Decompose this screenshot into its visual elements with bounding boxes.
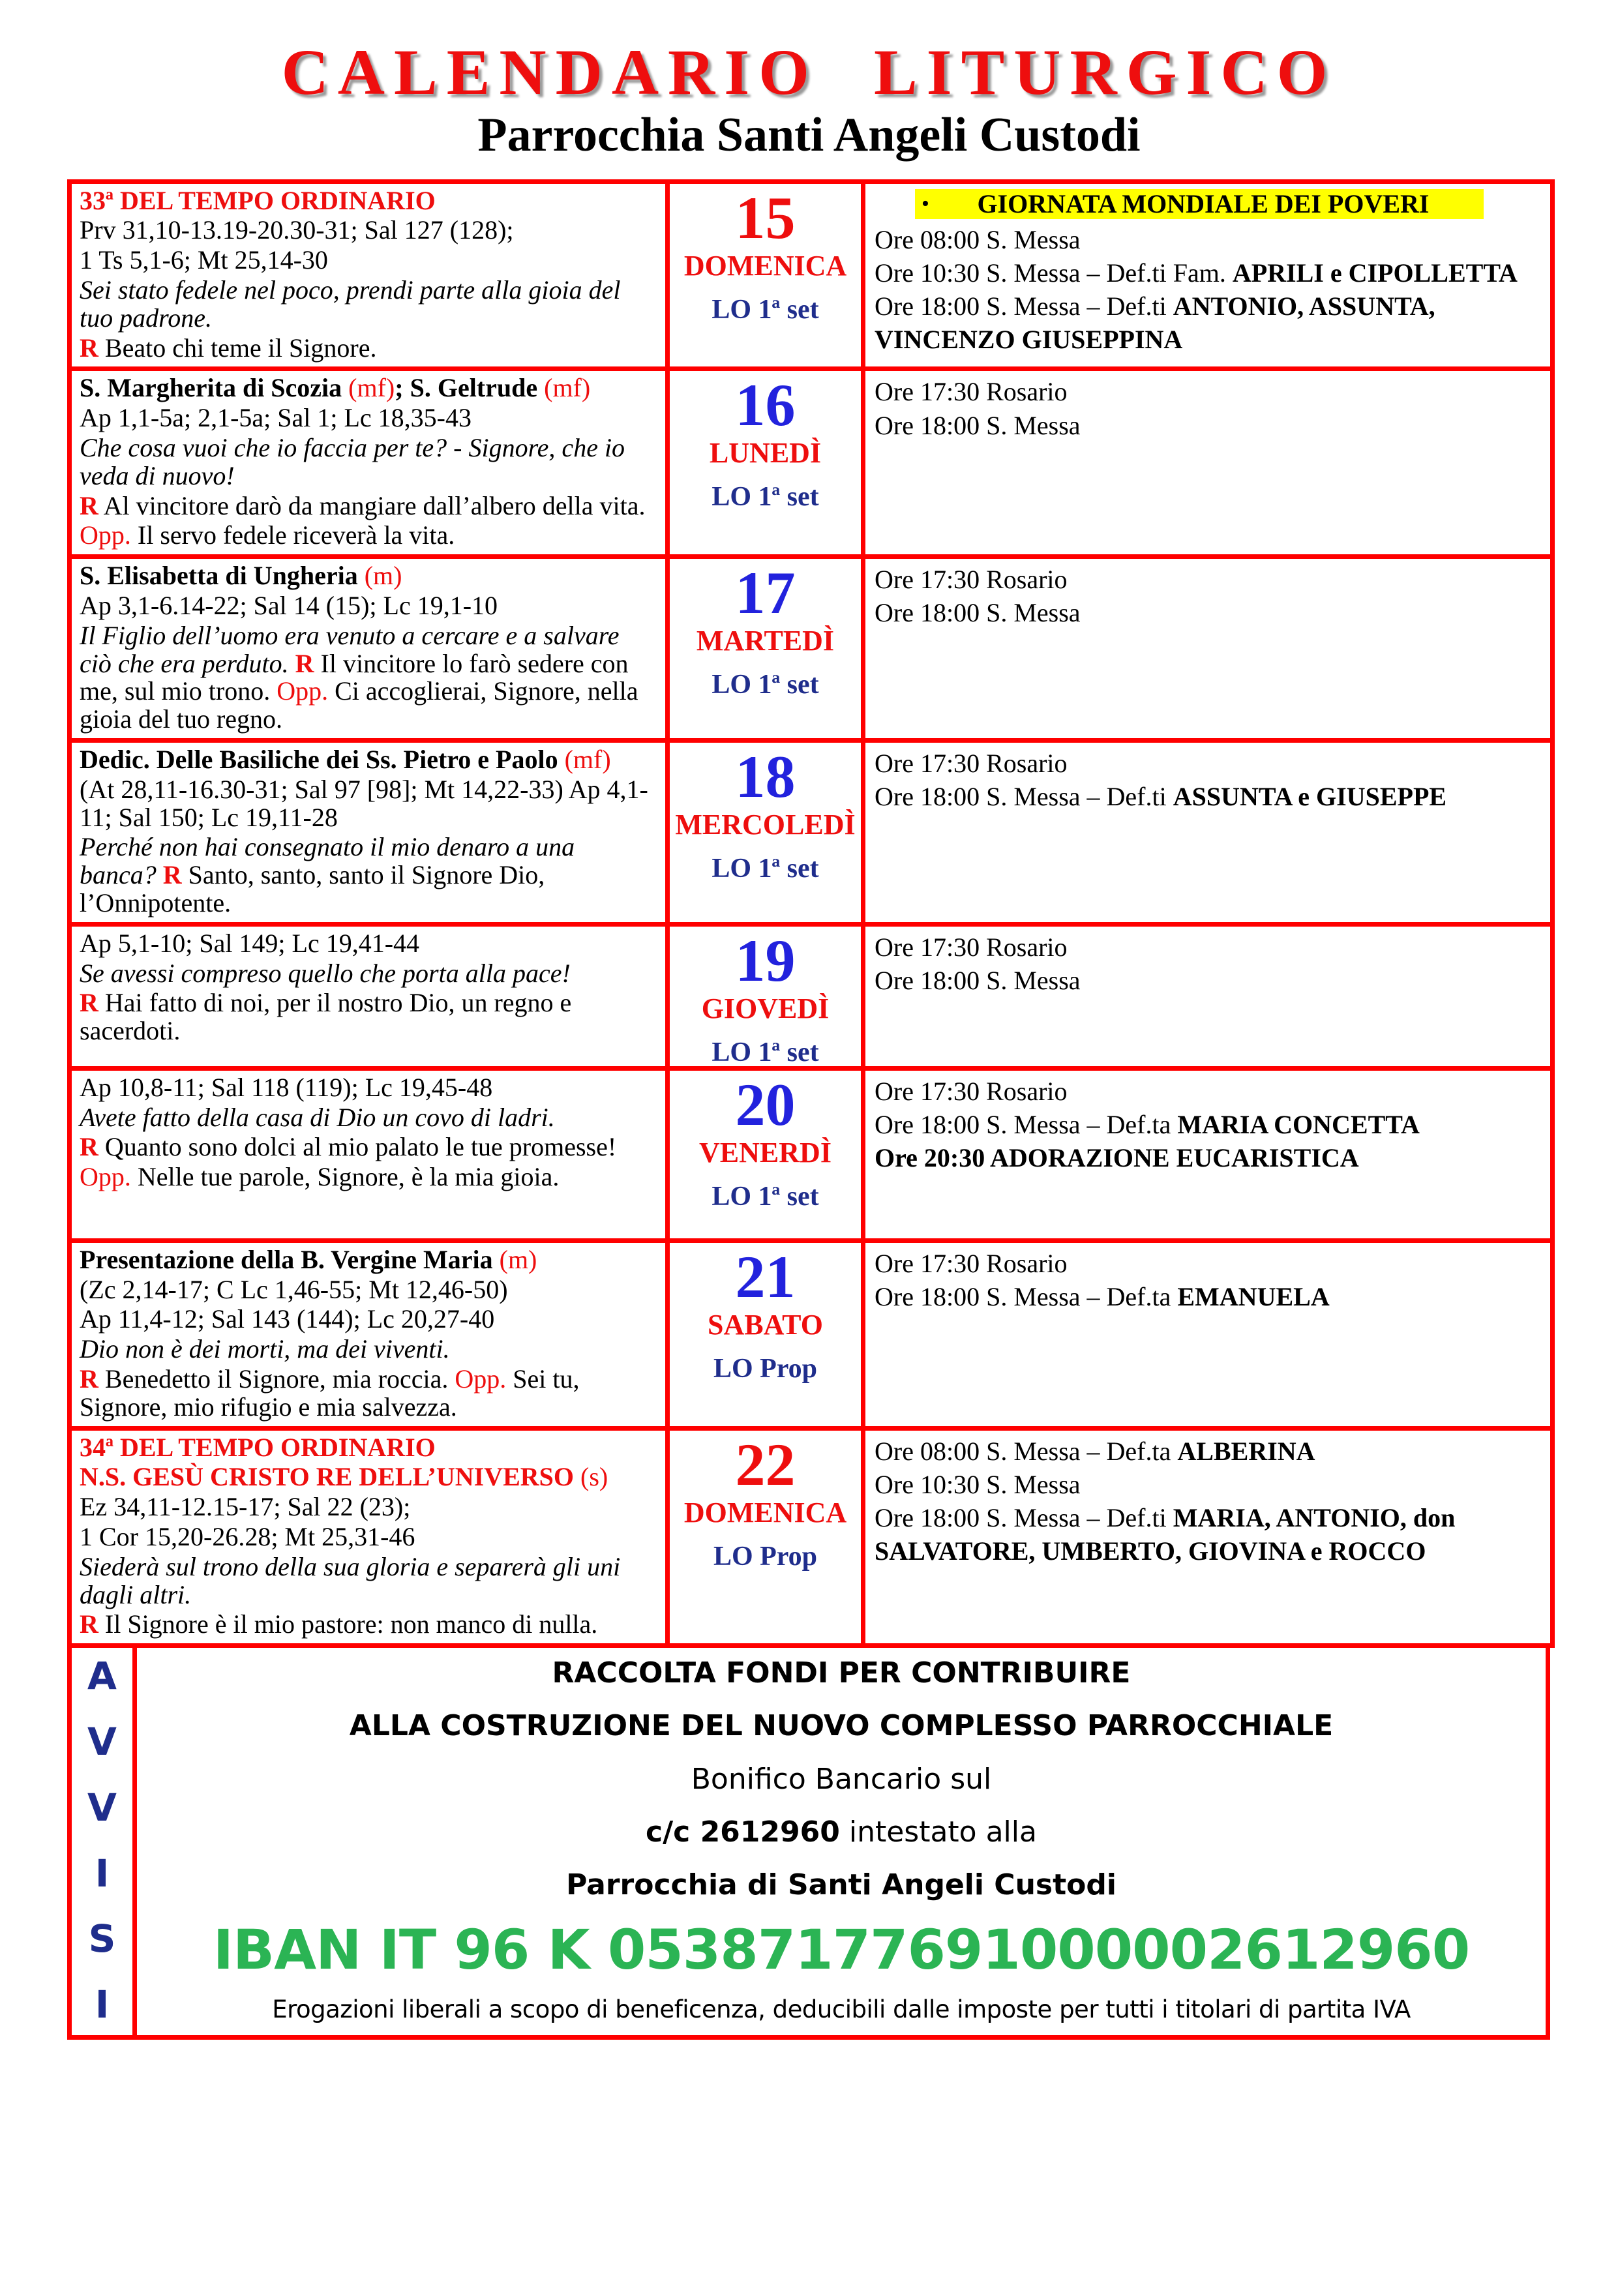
schedule-line bbox=[875, 1435, 1541, 1468]
text-run: 33ª DEL TEMPO ORDINARIO bbox=[80, 185, 436, 215]
text-run: EMANUELA bbox=[1177, 1282, 1330, 1311]
text-run: (mf) bbox=[564, 745, 611, 775]
liturgy-hours-label: LO 1ª set bbox=[712, 1181, 819, 1212]
text-run: (s) bbox=[580, 1462, 608, 1492]
weekday-label: VENERDÌ bbox=[699, 1136, 831, 1169]
text-run: Siederà sul trono della sua gloria e separerà gli uni dagli altri. bbox=[80, 1551, 621, 1609]
text-run: R bbox=[162, 860, 182, 890]
reading-line bbox=[80, 1305, 656, 1334]
schedule-line bbox=[875, 780, 1541, 813]
text-run: Sei stato fedele nel poco, prendi parte alla gioia del tuo padrone. bbox=[80, 275, 621, 333]
text-run: Sei tu, Signore, mio rifugio e mia salvezza. bbox=[80, 1364, 580, 1422]
day-number: 17 bbox=[735, 559, 796, 627]
day-number: 21 bbox=[735, 1243, 796, 1310]
text-run: RACCOLTA FONDI PER CONTRIBUIRE bbox=[552, 1656, 1131, 1690]
reading-line bbox=[80, 1133, 656, 1161]
readings-cell bbox=[70, 741, 668, 925]
text-run: Opp. bbox=[277, 676, 329, 706]
text-run: Prv 31,10-13.19-20.30-31; Sal 127 (128); bbox=[80, 215, 514, 245]
readings-cell bbox=[70, 1428, 668, 1646]
schedule-cell bbox=[863, 181, 1553, 369]
text-run: ; bbox=[395, 373, 410, 403]
text-run: Ap 3,1-6.14-22; Sal 14 (15); Lc 19,1-10 bbox=[80, 591, 498, 621]
reading-line bbox=[80, 1365, 656, 1422]
text-run: IBAN IT 96 K 05387177691000002612960 bbox=[213, 1917, 1470, 1982]
day-cell bbox=[668, 557, 863, 741]
text-run: Santo, santo, santo il Signore Dio, l’Onnipotente. bbox=[80, 860, 545, 918]
day-cell bbox=[668, 1240, 863, 1428]
text-run: Quanto sono dolci al mio palato le tue promesse! bbox=[98, 1132, 617, 1162]
reading-line bbox=[80, 1611, 656, 1639]
readings-text bbox=[80, 374, 656, 550]
schedule-line bbox=[875, 256, 1541, 290]
day-cell bbox=[668, 369, 863, 557]
text-run: (mf) bbox=[348, 373, 395, 403]
text-run: MARIA CONCETTA bbox=[1177, 1110, 1420, 1139]
reading-line bbox=[80, 404, 656, 432]
reading-line bbox=[80, 335, 656, 363]
reading-line bbox=[80, 276, 656, 333]
day-number: 16 bbox=[735, 372, 796, 439]
page-title: CALENDARIO LITURGICO bbox=[281, 36, 1337, 108]
avvisi-line bbox=[350, 1710, 1333, 1743]
text-run: S. Geltrude bbox=[410, 373, 545, 403]
reading-line bbox=[80, 1335, 656, 1364]
text-run: R bbox=[80, 988, 98, 1018]
schedule-line bbox=[875, 596, 1541, 629]
text-run: Ci accoglierai, Signore, nella gioia del tuo regno. bbox=[80, 676, 638, 734]
schedule-line bbox=[875, 563, 1541, 596]
schedule-line bbox=[875, 931, 1541, 964]
avvisi-line bbox=[691, 1763, 991, 1797]
text-run: Ore 17:30 Rosario bbox=[875, 749, 1068, 779]
schedule-line bbox=[875, 1141, 1541, 1174]
text-run: Il Signore è il mio pastore: non manco di nulla. bbox=[98, 1609, 598, 1639]
text-run: R bbox=[80, 1364, 98, 1394]
text-run: Ap 1,1-5a; 2,1-5a; Sal 1; Lc 18,35-43 bbox=[80, 403, 472, 433]
reading-line bbox=[80, 434, 656, 490]
schedule-text bbox=[875, 1075, 1541, 1175]
avvisi-letter: V bbox=[87, 1719, 117, 1764]
day-cell bbox=[668, 1068, 863, 1240]
reading-line bbox=[80, 930, 656, 958]
schedule-line bbox=[875, 747, 1541, 780]
reading-line bbox=[80, 1276, 656, 1304]
liturgy-hours-label: LO 1ª set bbox=[712, 1037, 819, 1067]
text-run: (Zc 2,14-17; C Lc 1,46-55; Mt 12,46-50) bbox=[80, 1274, 508, 1304]
schedule-line bbox=[875, 290, 1541, 356]
reading-line bbox=[80, 562, 656, 590]
readings-text bbox=[80, 562, 656, 734]
calendar-row-22 bbox=[70, 1428, 1553, 1646]
text-run: Ore 18:00 S. Messa – Def.ti bbox=[875, 291, 1173, 321]
calendar-body bbox=[70, 181, 1553, 1645]
text-run: ANTONIO, ASSUNTA, VINCENZO GIUSEPPINA bbox=[875, 291, 1435, 355]
schedule-line bbox=[875, 1280, 1541, 1313]
day-number: 18 bbox=[735, 743, 796, 811]
reading-line bbox=[80, 246, 656, 275]
text-run: 34ª DEL TEMPO ORDINARIO bbox=[80, 1432, 436, 1462]
text-run: Opp. bbox=[80, 520, 131, 550]
calendar-row-19 bbox=[70, 924, 1553, 1068]
schedule-line bbox=[875, 964, 1541, 997]
readings-cell bbox=[70, 181, 668, 369]
text-run: Dio non è dei morti, ma dei viventi. bbox=[80, 1334, 450, 1364]
avvisi-line bbox=[566, 1869, 1116, 1902]
schedule-text bbox=[875, 375, 1541, 441]
text-run: Ore 08:00 S. Messa bbox=[875, 224, 1081, 254]
schedule-cell bbox=[863, 1068, 1553, 1240]
avvisi-letter: I bbox=[95, 1851, 110, 1896]
schedule-text bbox=[875, 931, 1541, 997]
reading-line bbox=[80, 622, 656, 734]
text-run: R bbox=[80, 1609, 98, 1639]
text-run: Ap 5,1-10; Sal 149; Lc 19,41-44 bbox=[80, 928, 420, 958]
liturgy-hours-label: LO 1ª set bbox=[712, 670, 819, 700]
calendar-table bbox=[67, 179, 1555, 1648]
reading-line bbox=[80, 374, 656, 402]
text-run: Opp. bbox=[80, 1162, 131, 1192]
reading-line bbox=[80, 746, 656, 774]
avvisi-letter: S bbox=[88, 1916, 116, 1961]
text-run: Parrocchia di Santi Angeli Custodi bbox=[566, 1868, 1116, 1902]
text-run: Benedetto il Signore, mia roccia. bbox=[98, 1364, 455, 1394]
readings-cell bbox=[70, 1240, 668, 1428]
text-run: Ore 18:00 S. Messa bbox=[875, 598, 1081, 628]
liturgy-hours-label: LO 1ª set bbox=[712, 854, 819, 884]
text-run: N.S. GESÙ CRISTO RE DELL’UNIVERSO bbox=[80, 1462, 581, 1492]
text-run: Ore 18:00 S. Messa – Def.ti bbox=[875, 1502, 1173, 1532]
text-run: APRILI e CIPOLLETTA bbox=[1232, 258, 1518, 288]
day-cell bbox=[668, 1428, 863, 1646]
text-run: 1 Ts 5,1-6; Mt 25,14-30 bbox=[80, 245, 328, 275]
text-run: S. Margherita di Scozia bbox=[80, 373, 349, 403]
text-run: Ore 17:30 Rosario bbox=[875, 565, 1068, 595]
text-run: Se avessi compreso quello che porta alla pace! bbox=[80, 958, 571, 988]
schedule-text bbox=[875, 1247, 1541, 1313]
text-run: c/c 2612960 bbox=[646, 1815, 840, 1849]
text-run: Ez 34,11-12.15-17; Sal 22 (23); bbox=[80, 1492, 411, 1522]
text-run: 1 Cor 15,20-26.28; Mt 25,31-46 bbox=[80, 1521, 415, 1551]
text-run: Beato chi teme il Signore. bbox=[98, 333, 377, 363]
liturgy-hours-label: LO 1ª set bbox=[712, 482, 819, 513]
readings-text bbox=[80, 930, 656, 1045]
schedule-text bbox=[875, 563, 1541, 629]
calendar-row-16 bbox=[70, 369, 1553, 557]
avvisi-section bbox=[67, 1643, 1550, 2040]
schedule-line bbox=[875, 1075, 1541, 1108]
readings-text bbox=[80, 1434, 656, 1639]
schedule-line bbox=[875, 1247, 1541, 1280]
avvisi-letter: A bbox=[87, 1654, 117, 1699]
text-run: Ore 10:30 S. Messa – Def.ti Fam. bbox=[875, 258, 1233, 288]
avvisi-vertical-label bbox=[72, 1648, 137, 2035]
day-number: 22 bbox=[735, 1431, 796, 1498]
text-run: Ore 17:30 Rosario bbox=[875, 1076, 1068, 1106]
schedule-line bbox=[875, 375, 1541, 408]
schedule-line bbox=[875, 1468, 1541, 1501]
text-run: ASSUNTA e GIUSEPPE bbox=[1173, 782, 1447, 812]
reading-line bbox=[80, 1493, 656, 1521]
reading-line bbox=[80, 989, 656, 1045]
reading-line bbox=[80, 1463, 656, 1491]
text-run: Hai fatto di noi, per il nostro Dio, un regno e sacerdoti. bbox=[80, 988, 572, 1046]
calendar-row-20 bbox=[70, 1068, 1553, 1240]
text-run: Ore 18:00 S. Messa – Def.ta bbox=[875, 1110, 1178, 1139]
parish-subtitle: Parrocchia Santi Angeli Custodi bbox=[477, 108, 1141, 162]
schedule-cell bbox=[863, 557, 1553, 741]
reading-line bbox=[80, 776, 656, 832]
text-run: Ore 20:30 ADORAZIONE EUCARISTICA bbox=[875, 1143, 1359, 1173]
text-run: Ore 17:30 Rosario bbox=[875, 932, 1068, 962]
schedule-cell bbox=[863, 369, 1553, 557]
reading-line bbox=[80, 1553, 656, 1609]
reading-line bbox=[80, 522, 656, 550]
day-number: 19 bbox=[735, 927, 796, 994]
calendar-row-15 bbox=[70, 181, 1553, 369]
schedule-line bbox=[875, 1501, 1541, 1568]
reading-line bbox=[80, 592, 656, 620]
schedule-text bbox=[875, 189, 1541, 357]
bullet-icon: • bbox=[921, 191, 929, 216]
day-cell bbox=[668, 181, 863, 369]
weekday-label: DOMENICA bbox=[683, 1496, 847, 1528]
schedule-text bbox=[875, 747, 1541, 813]
reading-line bbox=[80, 1246, 656, 1274]
reading-line bbox=[80, 1104, 656, 1132]
schedule-cell bbox=[863, 1428, 1553, 1646]
text-run: Opp. bbox=[455, 1364, 507, 1394]
liturgy-hours-label: LO Prop bbox=[713, 1541, 818, 1572]
text-run: Ore 17:30 Rosario bbox=[875, 1248, 1068, 1278]
avvisi-line bbox=[272, 1997, 1411, 2023]
reading-line bbox=[80, 187, 656, 215]
reading-line bbox=[80, 833, 656, 917]
avvisi-content bbox=[137, 1648, 1546, 2035]
iban-line bbox=[213, 1917, 1470, 1982]
highlight-title: GIORNATA MONDIALE DEI POVERI bbox=[977, 188, 1430, 218]
avvisi-line bbox=[552, 1657, 1130, 1690]
weekday-label: MARTEDÌ bbox=[696, 625, 835, 657]
liturgy-hours-label: LO Prop bbox=[713, 1353, 818, 1384]
weekday-label: DOMENICA bbox=[683, 249, 847, 282]
schedule-cell bbox=[863, 741, 1553, 925]
reading-line bbox=[80, 1434, 656, 1462]
reading-line bbox=[80, 216, 656, 245]
calendar-row-18 bbox=[70, 741, 1553, 925]
text-run: R bbox=[80, 333, 98, 363]
weekday-label: LUNEDÌ bbox=[709, 437, 822, 470]
readings-text bbox=[80, 1246, 656, 1422]
text-run: Nelle tue parole, Signore, è la mia gioia. bbox=[130, 1162, 560, 1192]
text-run: R bbox=[80, 1132, 98, 1162]
text-run: (m) bbox=[499, 1244, 537, 1274]
liturgy-hours-label: LO 1ª set bbox=[712, 294, 819, 325]
text-run: ALBERINA bbox=[1177, 1436, 1315, 1466]
schedule-text bbox=[875, 1435, 1541, 1568]
day-cell bbox=[668, 741, 863, 925]
readings-cell bbox=[70, 369, 668, 557]
readings-text bbox=[80, 1074, 656, 1191]
text-run: Dedic. Delle Basiliche dei Ss. Pietro e Paolo bbox=[80, 745, 565, 775]
calendar-row-21 bbox=[70, 1240, 1553, 1428]
page-header bbox=[0, 0, 1618, 161]
reading-line bbox=[80, 492, 656, 520]
text-run: Ore 10:30 S. Messa bbox=[875, 1469, 1081, 1499]
text-run: Ore 18:00 S. Messa – Def.ta bbox=[875, 1282, 1178, 1311]
reading-line bbox=[80, 1074, 656, 1102]
weekday-label: MERCOLEDÌ bbox=[675, 809, 856, 841]
schedule-line bbox=[875, 1108, 1541, 1141]
readings-cell bbox=[70, 557, 668, 741]
readings-text bbox=[80, 187, 656, 363]
text-run: MARIA, ANTONIO, don SALVATORE, UMBERTO, GIOVINA e ROCCO bbox=[875, 1502, 1456, 1566]
highlight-banner bbox=[915, 189, 1484, 219]
day-number: 20 bbox=[735, 1071, 796, 1138]
weekday-label: SABATO bbox=[708, 1308, 823, 1341]
schedule-line bbox=[875, 409, 1541, 442]
avvisi-letter: I bbox=[95, 1982, 110, 2027]
schedule-cell bbox=[863, 1240, 1553, 1428]
text-run: R bbox=[80, 490, 98, 520]
text-run: Ore 17:30 Rosario bbox=[875, 377, 1068, 407]
text-run: intestato alla bbox=[839, 1815, 1037, 1849]
text-run: ALLA COSTRUZIONE DEL NUOVO COMPLESSO PARROCCHIALE bbox=[349, 1709, 1334, 1743]
avvisi-letter: V bbox=[87, 1785, 117, 1830]
text-run: Avete fatto della casa di Dio un covo di ladri. bbox=[80, 1102, 555, 1132]
text-run: Il servo fedele riceverà la vita. bbox=[130, 520, 455, 550]
text-run: Ore 08:00 S. Messa – Def.ta bbox=[875, 1436, 1178, 1466]
text-run: Erogazioni liberali a scopo di beneficenza, deducibili dalle imposte per tutti i titolari di partita IVA bbox=[272, 1995, 1411, 2024]
schedule-cell bbox=[863, 924, 1553, 1068]
text-run: Il vincitore lo farò sedere con me, sul mio trono. bbox=[80, 648, 629, 706]
text-run: Ap 11,4-12; Sal 143 (144); Lc 20,27-40 bbox=[80, 1304, 495, 1334]
text-run: Bonifico Bancario sul bbox=[691, 1762, 992, 1796]
day-cell bbox=[668, 924, 863, 1068]
text-run: Ore 18:00 S. Messa – Def.ti bbox=[875, 782, 1173, 812]
weekday-label: GIOVEDÌ bbox=[701, 992, 830, 1024]
text-run: Ap 10,8-11; Sal 118 (119); Lc 19,45-48 bbox=[80, 1072, 493, 1102]
calendar-row-17 bbox=[70, 557, 1553, 741]
schedule-line bbox=[875, 223, 1541, 256]
text-run: R bbox=[295, 648, 314, 678]
text-run: Che cosa vuoi che io faccia per te? - Signore, che io veda di nuovo! bbox=[80, 433, 625, 490]
text-run: Il Figlio dell’uomo era venuto a cercare e a salvare ciò che era perduto. bbox=[80, 620, 620, 678]
text-run: (At 28,11-16.30-31; Sal 97 [98]; Mt 14,22-33) Ap 4,1-11; Sal 150; Lc 19,11-28 bbox=[80, 774, 648, 832]
avvisi-line bbox=[646, 1816, 1037, 1849]
text-run: Al vincitore darò da mangiare dall’albero della vita. bbox=[98, 490, 646, 520]
text-run: Presentazione della B. Vergine Maria bbox=[80, 1244, 500, 1274]
reading-line bbox=[80, 1163, 656, 1191]
readings-cell bbox=[70, 1068, 668, 1240]
reading-line bbox=[80, 1523, 656, 1551]
text-run: S. Elisabetta di Ungheria bbox=[80, 561, 365, 591]
text-run: Perché non hai consegnato il mio denaro a una banca? bbox=[80, 832, 575, 890]
text-run: (m) bbox=[364, 561, 402, 591]
day-number: 15 bbox=[735, 184, 796, 251]
text-run: Ore 18:00 S. Messa bbox=[875, 966, 1081, 995]
readings-cell bbox=[70, 924, 668, 1068]
text-run: (mf) bbox=[544, 373, 591, 403]
text-run: Ore 18:00 S. Messa bbox=[875, 410, 1081, 440]
reading-line bbox=[80, 960, 656, 988]
readings-text bbox=[80, 746, 656, 917]
